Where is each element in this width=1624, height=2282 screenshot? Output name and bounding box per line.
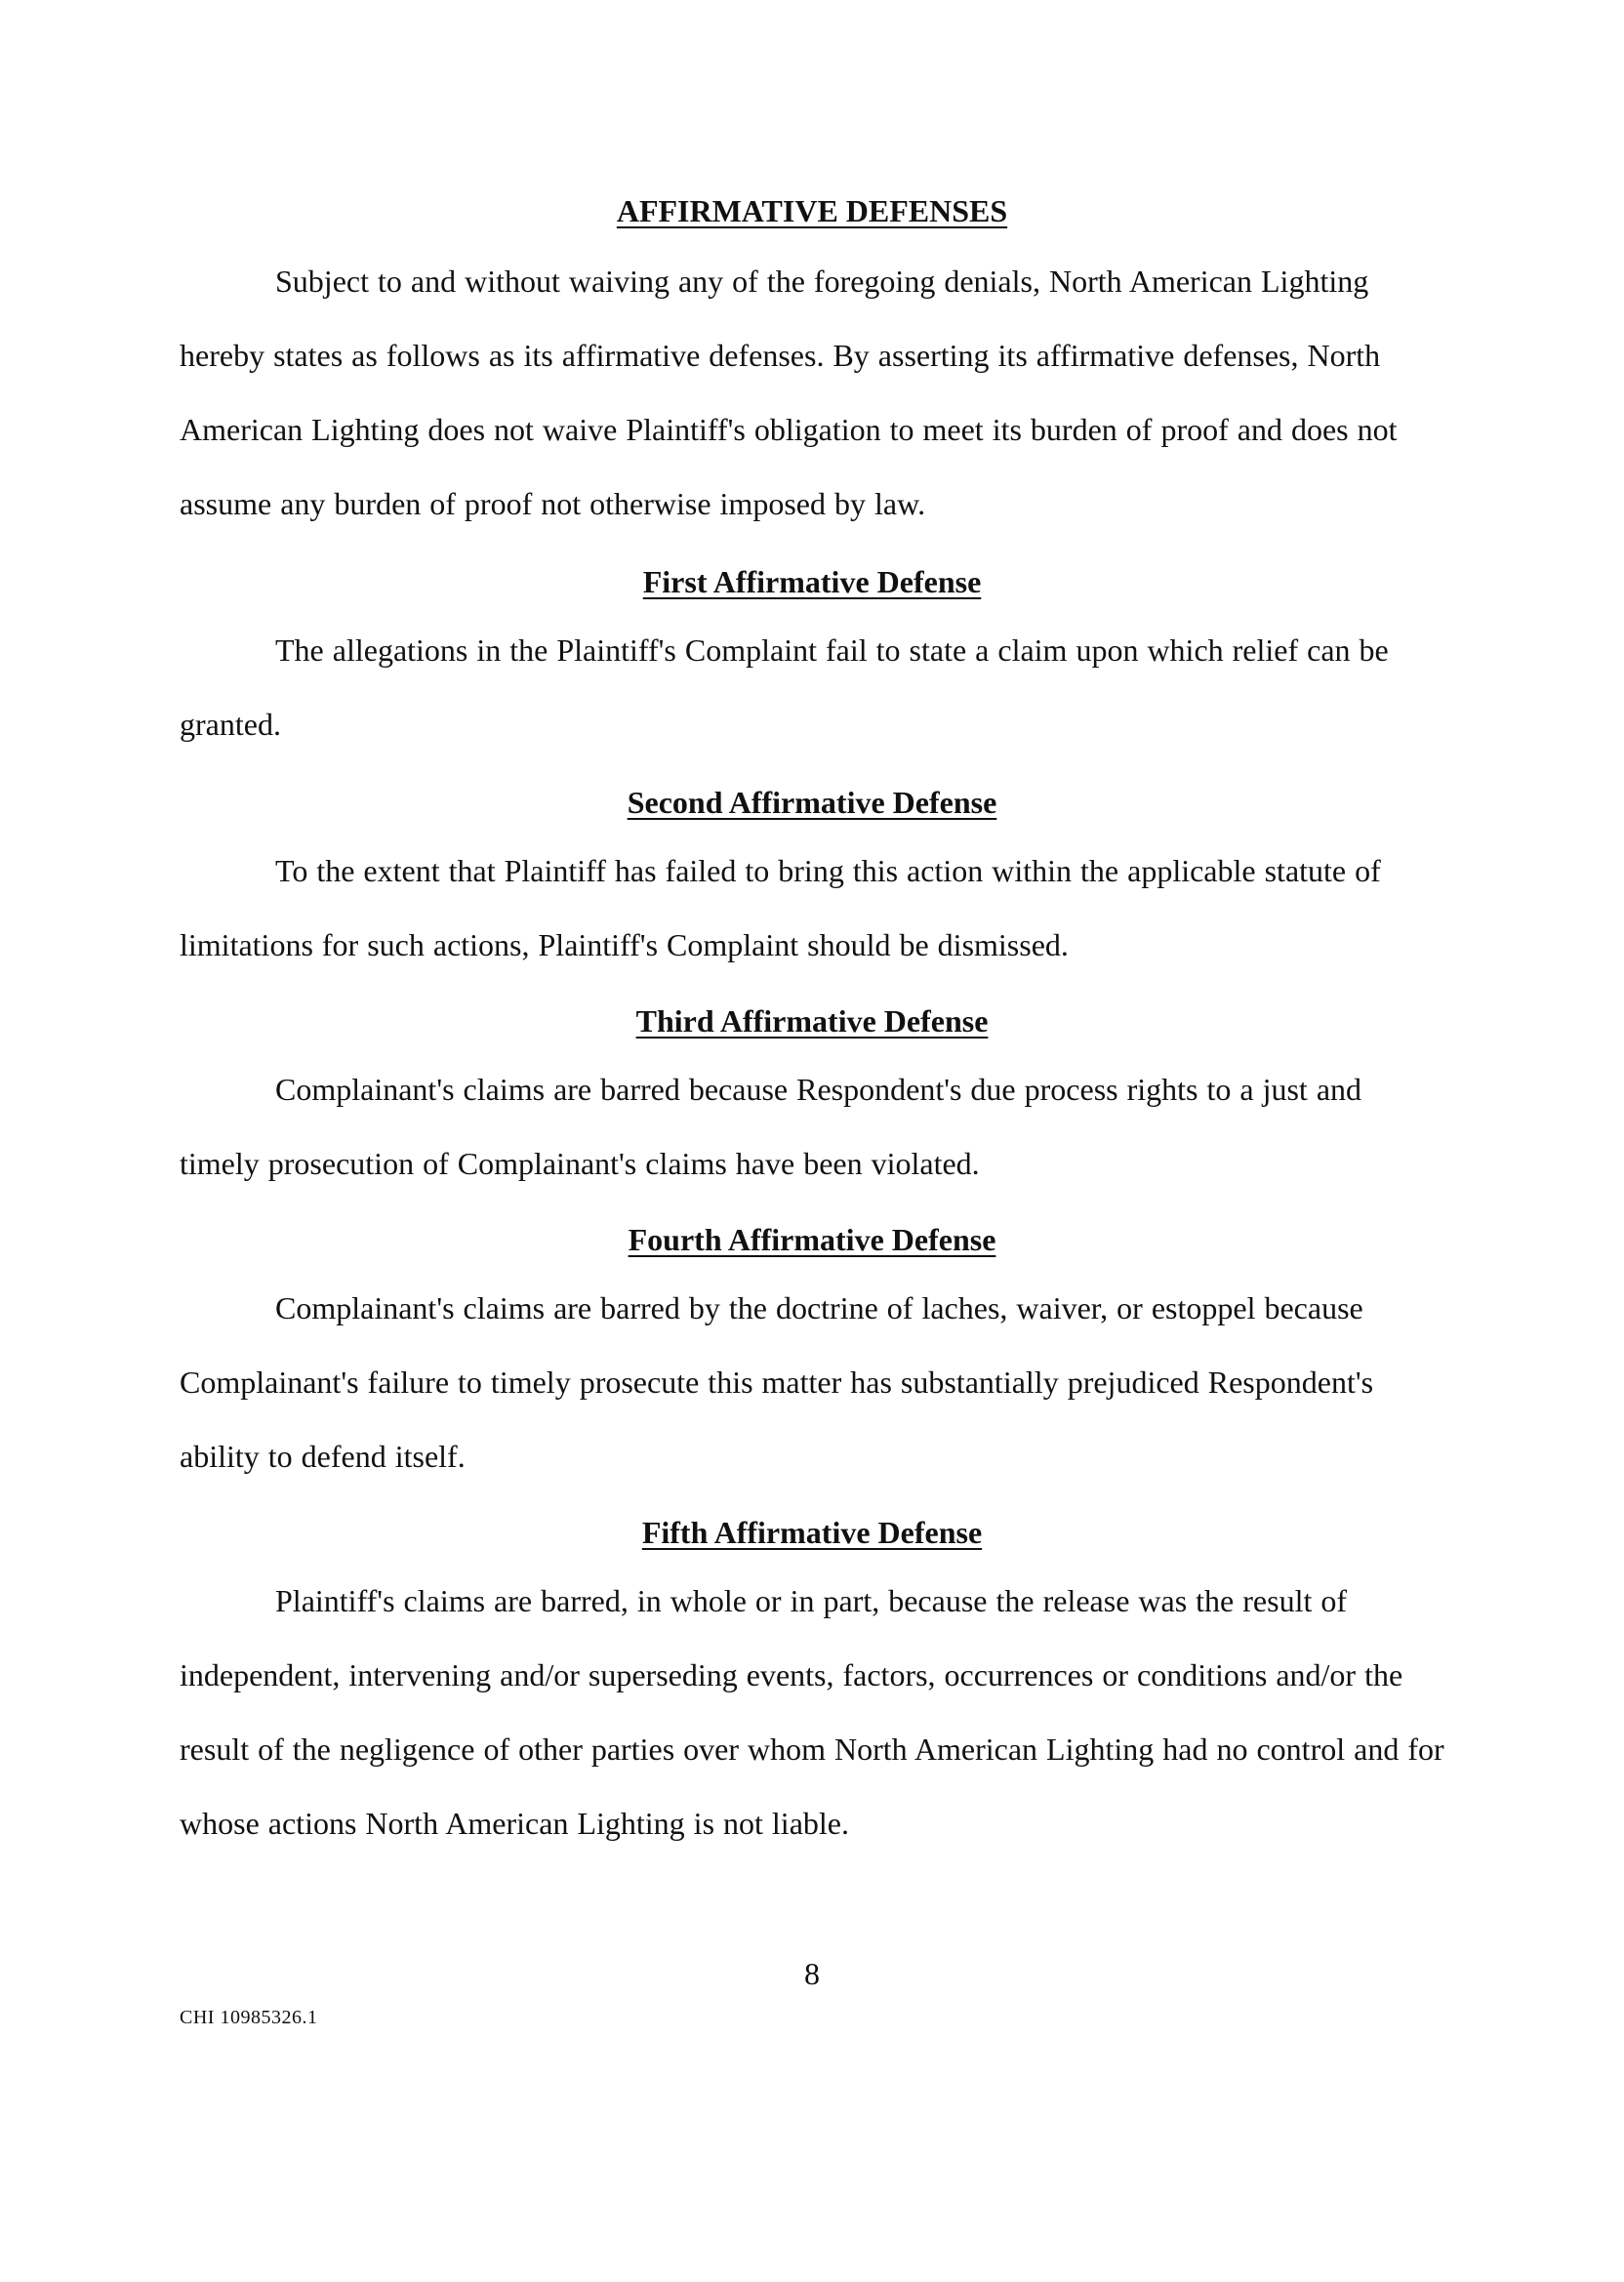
defense-text-fifth: Plaintiff's claims are barred, in whole or in part, because the release was the result of independent, intervening and/or superseding events, factors, occurrences or conditions and/or the result of the negligence of other parties over whom North American Lighting had no control and for whose actions North American Lighting is not liable. bbox=[180, 1583, 1444, 1841]
defense-heading-third: Third Affirmative Defense bbox=[635, 1003, 989, 1039]
document-id: CHI 10985326.1 bbox=[180, 2007, 318, 2028]
defense-heading-first: First Affirmative Defense bbox=[642, 564, 982, 599]
intro-paragraph: Subject to and without waiving any of the foregoing denials, North American Lighting hereby states as follows as its affirmative defenses. By asserting its affirmative defenses, North American Lighting does not waive Plaintiff's obligation to meet its burden of proof and does not assume any burden of proof not otherwise imposed by law. bbox=[180, 264, 1398, 521]
defense-text-third: Complainant's claims are barred because Respondent's due process rights to a just and timely prosecution of Complainant's claims have been violated. bbox=[180, 1072, 1362, 1181]
page-title: AFFIRMATIVE DEFENSES bbox=[616, 193, 1008, 228]
defense-heading-fifth: Fifth Affirmative Defense bbox=[641, 1515, 983, 1550]
defense-text-second: To the extent that Plaintiff has failed to bring this action within the applicable statute of limitations for such actions, Plaintiff's Complaint should be dismissed. bbox=[180, 853, 1381, 962]
defense-heading-second: Second Affirmative Defense bbox=[627, 785, 997, 820]
defense-text-fourth: Complainant's claims are barred by the doctrine of laches, waiver, or estoppel because Complainant's failure to timely prosecute this matter has substantially prejudiced Respondent's ability to defend itself. bbox=[180, 1290, 1374, 1474]
defense-text-first: The allegations in the Plaintiff's Complaint fail to state a claim upon which relief can be granted. bbox=[180, 632, 1389, 742]
page-number: 8 bbox=[804, 1956, 820, 1991]
defense-heading-fourth: Fourth Affirmative Defense bbox=[628, 1222, 996, 1257]
